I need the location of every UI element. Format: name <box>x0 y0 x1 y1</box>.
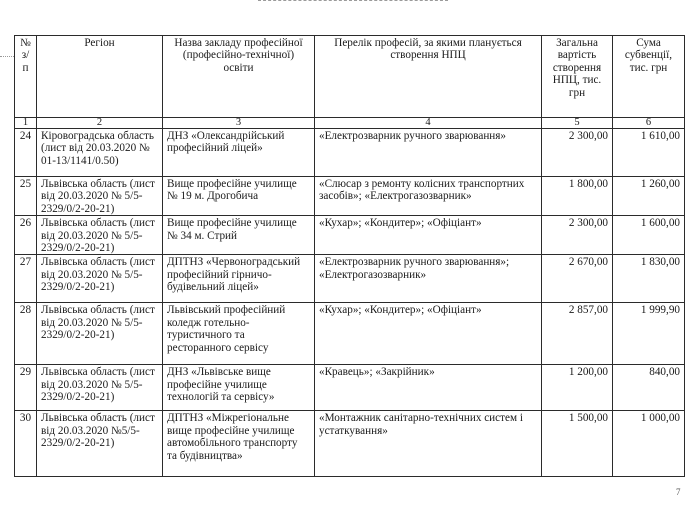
row-region: Львівська область (лист від 20.03.2020 № 5/5-2329/0/2-20-21) <box>37 255 163 303</box>
header-region: Регіон <box>37 36 163 118</box>
row-subvention: 1 000,00 <box>613 411 685 477</box>
row-number: 27 <box>15 255 37 303</box>
subvention-table <box>14 35 685 477</box>
column-index-row <box>15 118 685 129</box>
row-region: Львівська область (лист від 20.03.2020 №5/5-2329/0/2-20-21) <box>37 411 163 477</box>
column-index: 1 <box>15 118 37 129</box>
column-index: 4 <box>315 118 542 129</box>
row-institution: ДНЗ «Львівське вище професійне училище технологій та сервісу» <box>163 365 315 411</box>
row-institution: ДНЗ «Олександрійський професійний ліцей» <box>163 129 315 177</box>
row-total-cost: 1 500,00 <box>542 411 613 477</box>
row-region: Львівська область (лист від 20.03.2020 № 5/5-2329/0/2-20-21) <box>37 365 163 411</box>
table-row <box>15 177 685 216</box>
table-row <box>15 129 685 177</box>
table-row <box>15 411 685 477</box>
row-professions: «Кухар»; «Кондитер»; «Офіціант» <box>315 303 542 365</box>
row-region: Львівська область (лист від 20.03.2020 № 5/5-2329/0/2-20-21) <box>37 303 163 365</box>
header-professions: Перелік професій, за якими планується створення НПЦ <box>315 36 542 118</box>
row-total-cost: 1 800,00 <box>542 177 613 216</box>
row-number: 24 <box>15 129 37 177</box>
margin-mark <box>0 56 14 57</box>
table-row <box>15 216 685 255</box>
row-region: Львівська область (лист від 20.03.2020 № 5/5-2329/0/2-20-21) <box>37 177 163 216</box>
row-region: Львівська область (лист від 20.03.2020 № 5/5-2329/0/2-20-21) <box>37 216 163 255</box>
header-total-cost: Загальна вартість створення НПЦ, тис. грн <box>542 36 613 118</box>
row-professions: «Кравець»; «Закрійник» <box>315 365 542 411</box>
table-row <box>15 255 685 303</box>
row-subvention: 1 600,00 <box>613 216 685 255</box>
row-institution: Вище професійне училище № 19 м. Дрогобича <box>163 177 315 216</box>
table-row <box>15 365 685 411</box>
top-dashed-line <box>258 0 448 1</box>
row-institution: Львівський професійний коледж готельно-туристичного та ресторанного сервісу <box>163 303 315 365</box>
row-subvention: 1 260,00 <box>613 177 685 216</box>
row-number: 26 <box>15 216 37 255</box>
row-subvention: 1 610,00 <box>613 129 685 177</box>
row-institution: ДПТНЗ «Червоноградський професійний гірничо-будівельний ліцей» <box>163 255 315 303</box>
row-number: 25 <box>15 177 37 216</box>
row-total-cost: 1 200,00 <box>542 365 613 411</box>
column-index: 6 <box>613 118 685 129</box>
table-header-row <box>15 36 685 118</box>
row-professions: «Слюсар з ремонту колісних транспортних засобів»; «Електрогазозварник» <box>315 177 542 216</box>
row-professions: «Електрозварник ручного зварювання»; «Електрогазозварник» <box>315 255 542 303</box>
page-number: 7 <box>676 487 681 497</box>
row-number: 30 <box>15 411 37 477</box>
row-number: 28 <box>15 303 37 365</box>
row-region: Кіровоградська область (лист від 20.03.2020 № 01-13/1141/0.50) <box>37 129 163 177</box>
row-total-cost: 2 300,00 <box>542 129 613 177</box>
header-institution: Назва закладу професійної (професійно-технічної) освіти <box>163 36 315 118</box>
row-institution: ДПТНЗ «Міжрегіональне вище професійне училище автомобільного транспорту та будівництва» <box>163 411 315 477</box>
row-professions: «Монтажник санітарно-технічних систем і устаткування» <box>315 411 542 477</box>
table-row <box>15 303 685 365</box>
row-institution: Вище професійне училище № 34 м. Стрий <box>163 216 315 255</box>
header-subvention: Сума субвенції, тис. грн <box>613 36 685 118</box>
row-total-cost: 2 670,00 <box>542 255 613 303</box>
row-subvention: 840,00 <box>613 365 685 411</box>
row-professions: «Електрозварник ручного зварювання» <box>315 129 542 177</box>
column-index: 5 <box>542 118 613 129</box>
row-total-cost: 2 300,00 <box>542 216 613 255</box>
column-index: 3 <box>163 118 315 129</box>
header-number: № з/п <box>15 36 37 118</box>
row-number: 29 <box>15 365 37 411</box>
column-index: 2 <box>37 118 163 129</box>
row-professions: «Кухар»; «Кондитер»; «Офіціант» <box>315 216 542 255</box>
row-subvention: 1 830,00 <box>613 255 685 303</box>
row-total-cost: 2 857,00 <box>542 303 613 365</box>
row-subvention: 1 999,90 <box>613 303 685 365</box>
